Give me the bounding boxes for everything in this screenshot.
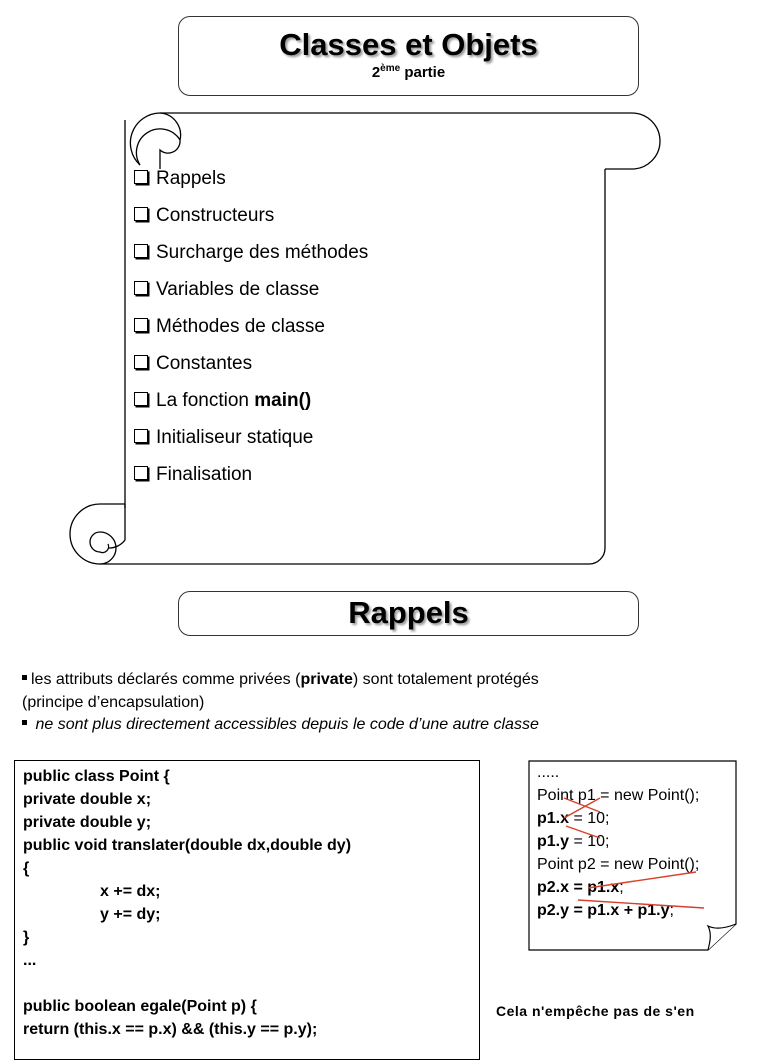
checkbox-icon (134, 244, 148, 258)
toc-item-surcharge: Surcharge des méthodes (134, 240, 368, 277)
note-line: p2.x = p1.x; (537, 879, 624, 896)
toc-item-constantes: Constantes (134, 351, 368, 388)
toc-item-initialiseur: Initialiseur statique (134, 425, 368, 462)
code-line: } (23, 929, 30, 946)
note-line: Point p2 = new Point(); (537, 856, 700, 873)
note-line: p2.y = p1.x + p1.y; (537, 902, 674, 919)
code-line: private double y; (23, 814, 152, 831)
slide2-title: Rappels (348, 595, 469, 630)
note-line: ..... (537, 764, 560, 781)
note-line: p1.y = 10; (537, 833, 610, 850)
toc-item-constructeurs: Constructeurs (134, 203, 368, 240)
checkbox-icon (134, 429, 148, 443)
checkbox-icon (134, 281, 148, 295)
code-line: return (this.x == p.x) && (this.y == p.y); (23, 1021, 318, 1038)
checkbox-icon (134, 207, 148, 221)
slide1-subtitle: 2ème partie (371, 63, 446, 81)
bullet-icon (22, 720, 27, 725)
toc-item-methodes: Méthodes de classe (134, 314, 368, 351)
slide1-title: Classes et Objets (279, 27, 538, 62)
toc-item-main: La fonction main() (134, 388, 368, 425)
code-line: private double x; (23, 791, 152, 808)
code-line: y += dy; (100, 906, 161, 923)
paragraph-private: les attributs déclarés comme privées (private) sont totalement protégés (22, 669, 539, 691)
bullet-icon (22, 675, 27, 680)
code-line: { (23, 860, 30, 877)
checkbox-icon (134, 355, 148, 369)
note-line: p1.x = 10; (537, 810, 610, 827)
code-line: public boolean egale(Point p) { (23, 998, 257, 1015)
checkbox-icon (134, 318, 148, 332)
paragraph-encapsulation: (principe d’encapsulation) (22, 694, 205, 711)
code-line: x += dx; (100, 883, 161, 900)
toc-item-rappels: Rappels (134, 166, 368, 203)
paragraph-not-accessible: ne sont plus directement accessibles depuis le code d’une autre classe (22, 714, 539, 736)
cross-out-marks-icon (528, 760, 740, 952)
code-line: public void translater(double dx,double dy) (23, 837, 352, 854)
code-line (23, 972, 471, 995)
note-line: Point p1 = new Point(); (537, 787, 700, 804)
code-line: ... (23, 952, 37, 969)
toc-item-finalisation: Finalisation (134, 462, 368, 499)
caption-text: Cela n'empêche pas de s'en (496, 1003, 695, 1019)
code-box (14, 760, 480, 1060)
checkbox-icon (134, 392, 148, 406)
checkbox-icon (134, 170, 148, 184)
code-line: public class Point { (23, 768, 170, 785)
checkbox-icon (134, 466, 148, 480)
toc-item-variables: Variables de classe (134, 277, 368, 314)
toc-list (134, 166, 368, 499)
slide2-title-box (178, 591, 639, 636)
